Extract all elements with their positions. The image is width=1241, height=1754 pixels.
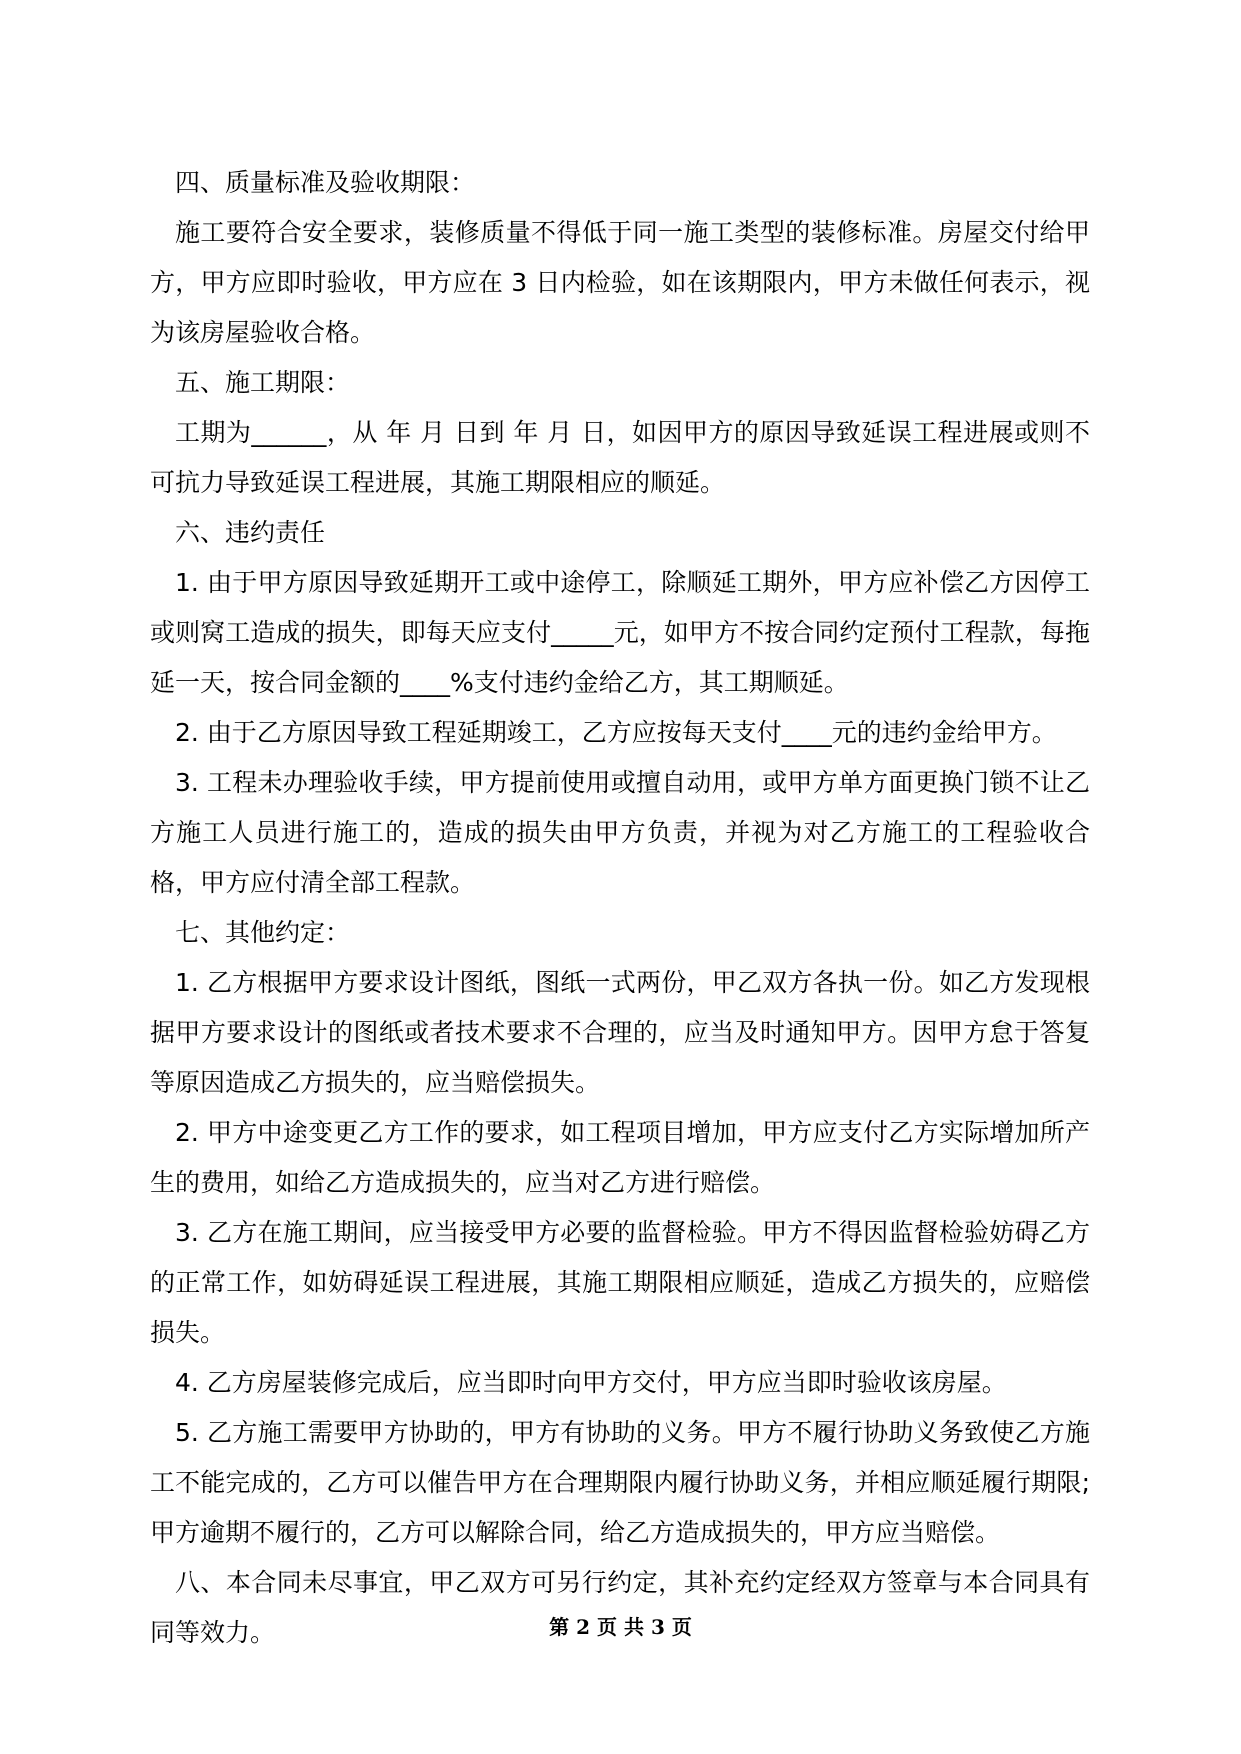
paragraph-quality: 施工要符合安全要求，装修质量不得低于同一施工类型的装修标准。房屋交付给甲方，甲方应即时验收，甲方应在 3 日内检验，如在该期限内，甲方未做任何表示，视为该房屋验收合格。 (150, 218, 1090, 347)
paragraph-other-2: 2. 甲方中途变更乙方工作的要求，如工程项目增加，甲方应支付乙方实际增加所产生的费用，如给乙方造成损失的，应当对乙方进行赔偿。 (150, 1118, 1090, 1197)
page-number-footer: 第 2 页 共 3 页 (549, 1615, 692, 1639)
paragraph-section-8: 八、本合同未尽事宜，甲乙双方可另行约定，其补充约定经双方签章与本合同具有同等效力。 (150, 1568, 1090, 1647)
document-body (150, 158, 1090, 1658)
section-heading-breach: 六、违约责任 (175, 518, 326, 547)
section-heading-other: 七、其他约定： (175, 918, 351, 947)
paragraph-other-5: 5. 乙方施工需要甲方协助的，甲方有协助的义务。甲方不履行协助义务致使乙方施工不能完成的，乙方可以催告甲方在合理期限内履行协助义务，并相应顺延履行期限;甲方逾期不履行的，乙方可以解除合同，给乙方造成损失的，甲方应当赔偿。 (150, 1418, 1090, 1547)
paragraph-other-1: 1. 乙方根据甲方要求设计图纸，图纸一式两份，甲乙双方各执一份。如乙方发现根据甲方要求设计的图纸或者技术要求不合理的，应当及时通知甲方。因甲方怠于答复等原因造成乙方损失的，应当赔偿损失。 (150, 968, 1090, 1097)
paragraph-period: 工期为______，从 年 月 日到 年 月 日，如因甲方的原因导致延误工程进展或则不可抗力导致延误工程进展，其施工期限相应的顺延。 (150, 418, 1090, 497)
paragraph-other-4: 4. 乙方房屋装修完成后，应当即时向甲方交付，甲方应当即时验收该房屋。 (175, 1368, 1007, 1397)
paragraph-other-3: 3. 乙方在施工期间，应当接受甲方必要的监督检验。甲方不得因监督检验妨碍乙方的正常工作，如妨碍延误工程进展，其施工期限相应顺延，造成乙方损失的，应赔偿损失。 (150, 1218, 1090, 1347)
paragraph-breach-1: 1. 由于甲方原因导致延期开工或中途停工，除顺延工期外，甲方应补偿乙方因停工或则窝工造成的损失，即每天应支付_____元，如甲方不按合同约定预付工程款，每拖延一天，按合同金额的____%支付违约金给乙方，其工期顺延。 (150, 568, 1090, 697)
section-heading-period: 五、施工期限： (175, 368, 351, 397)
paragraph-breach-2: 2. 由于乙方原因导致工程延期竣工，乙方应按每天支付____元的违约金给甲方。 (175, 718, 1057, 747)
paragraph-breach-3: 3. 工程未办理验收手续，甲方提前使用或擅自动用，或甲方单方面更换门锁不让乙方施工人员进行施工的，造成的损失由甲方负责，并视为对乙方施工的工程验收合格，甲方应付清全部工程款。 (150, 768, 1090, 897)
section-heading-quality: 四、质量标准及验收期限： (175, 168, 476, 197)
